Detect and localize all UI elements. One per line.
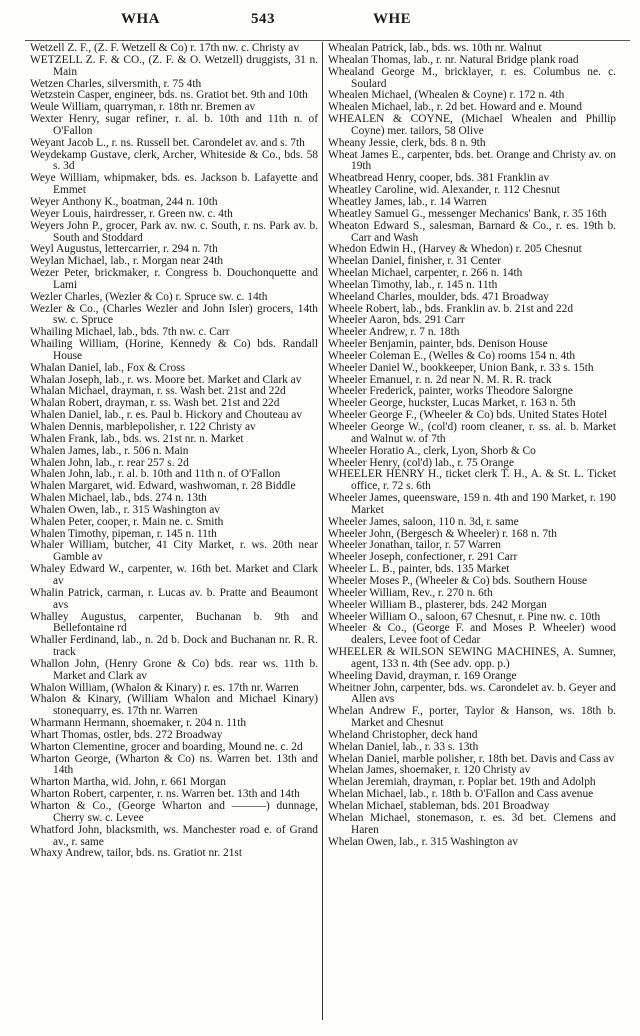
directory-entry [30,848,318,860]
entry-text: Weyl Augustus, lettercarrier, r. 294 n. 7th [30,243,218,256]
header-rule [25,40,630,41]
entry-text: Weylan Michael, lab., r. Morgan near 24th [30,255,224,268]
entry-text: Whalan Michael, drayman, r. ss. Wash bet. 21st and 22d [30,385,286,398]
entry-text: Wezer Peter, brickmaker, r. Congress b. Douchonquette and Lami [30,267,321,291]
entry-text: Whealan Thomas, lab., r. nr. Natural Bridge plank road [328,53,579,66]
entry-text: Weyer Louis, hairdresser, r. Green nw. c. 4th [30,207,233,220]
entry-text: Wheatley Samuel G., messenger Mechanics' Bank, r. 35 16th [328,207,607,220]
entry-text: Whatford John, blacksmith, ws. Manchester road e. of Grand av., r. same [30,823,321,848]
entry-text: Whalen Dennis, marblepolisher, r. 122 Christy av [30,421,256,433]
entry-text: Wheelan Michael, carpenter, r. 266 n. 14th [328,267,523,280]
entry-text: Whelan Owen, lab., r. 315 Washington av [328,835,518,848]
entry-text: Wheat James E., carpenter, bds. bet. Orange and Christy av. on 19th [328,148,619,173]
directory-entry [328,622,619,647]
entry-text: Whelan Daniel, marble polisher, r. 18th bet. Davis and Cass av [328,752,615,765]
directory-entry [30,148,321,174]
entry-text: Whalen John, lab., r. rear 257 s. 2d [30,456,189,469]
entry-text: Whelan Michael, lab., r. 18th b. O'Fallon and Cass avenue [328,788,594,801]
entry-text: Weyant Jacob L., r. ns. Russell bet. Carondelet av. and s. 7th [30,136,305,149]
directory-entry [30,172,321,197]
entry-text: Wheland Christopher, deck hand [328,728,478,741]
directory-entry [328,646,619,671]
entry-text: Weyer Anthony K., boatman, 244 n. 10th [30,195,218,208]
entry-text: Whealand George M., bricklayer, r. es. Columbus ne. c. Soulard [328,65,619,90]
entry-text: Wharton George, (Wharton & Co) ns. Warren bet. 13th and 14th [30,752,321,777]
directory-entry [328,705,619,730]
directory-entry [30,634,321,659]
directory-entry [328,492,619,517]
entry-text: Wheeler & Co., (George F. and Moses P. Wheeler) wood dealers, Levee foot of Cedar [328,622,619,647]
entry-text: Whaxy Andrew, tailor, bds. ns. Gratiot nr. 21st [30,847,243,860]
directory-entry [30,586,321,612]
directory-entry [328,421,619,446]
entry-text: Whailing William, (Horine, Kennedy & Co) bds. Randall House [30,338,321,362]
entry-text: Weye William, whipmaker, bds. es. Jackson b. Lafayette and Emmet [30,172,321,197]
entry-text: Weule William, quarryman, r. 18th nr. Bremen av [30,101,256,114]
entry-text: Wheelan Daniel, finisher, r. 31 Center [328,255,501,268]
entry-text: Whealan Patrick, lab., bds. ws. 10th nr. Walnut [328,42,542,54]
entry-text: Whealen Michael, lab., r. 2d bet. Howard and e. Mound [328,101,582,114]
entry-text: WHEALEN & COYNE, (Michael Whealen and Phillip Coyne) mer. tailors, 58 Olive [328,113,619,137]
entry-text: Weyers John P., grocer, Park av. nw. c. South, r. ns. Park av. b. South and Stoddard [30,219,321,244]
directory-entry [30,563,321,588]
directory-entry [328,681,619,707]
entry-text: Whalen Daniel, lab., r. es. Paul b. Hickory and Chouteau av [30,409,303,422]
entry-text: Wheeler Benjamin, painter, bds. Denison House [328,338,548,351]
entry-text: Wheeler Jonathan, tailor, r. 57 Warren [328,539,502,552]
entry-text: Wheeler Daniel W., bookkeeper, Union Bank, r. 33 s. 15th [328,361,594,374]
entry-text: Whalen Peter, cooper, r. Main ne. c. Smith [30,515,224,528]
entry-text: Whalen John, lab., r. al. b. 10th and 11th n. of O'Fallon [30,468,281,481]
entry-text: Whalen Timothy, pipeman, r. 145 n. 11th [30,527,217,540]
entry-text: Wetzell Z. F., (Z. F. Wetzell & Co) r. 17th nw. c. Christy av [30,42,300,54]
directory-entry [328,65,619,91]
directory-entry [30,219,321,245]
entry-text: Whallon John, (Henry Grone & Co) bds. rear ws. 11th b. Market and Clark av [30,657,321,682]
entry-text: Wheatley James, lab., r. 14 Warren [328,195,487,208]
header-right-guide: WHE [373,11,412,27]
entry-text: Whalen Margaret, wid. Edward, washwoman, r. 28 Biddle [30,480,296,493]
entry-text: Wheatbread Henry, cooper, bds. 381 Franklin av [328,172,550,185]
entry-text: Whalley Augustus, carpenter, Buchanan b. 9th and Bellefontaine rd [30,610,321,635]
right-column [328,42,619,848]
entry-text: Wheeler William O., saloon, 67 Chesnut, r. Pine nw. c. 10th [328,610,601,623]
page-number: 543 [251,11,275,27]
entry-text: Whelan Jeremiah, drayman, r. Poplar bet. 19th and Adolph [328,776,596,789]
entry-text: WHEELER & WILSON SEWING MACHINES, A. Sumner, agent, 133 n. 4th (See adv. opp. p.) [328,646,619,670]
entry-text: Wheeler Moses P., (Wheeler & Co) bds. Southern House [328,574,588,587]
entry-text: Wezler Charles, (Wezler & Co) r. Spruce sw. c. 14th [30,290,268,303]
entry-text: Wheeler James, saloon, 110 n. 3d, r. same [328,515,519,528]
entry-text: Whalon William, (Whalon & Kinary) r. es. 17th nr. Warren [30,681,299,694]
entry-text: Wheeling David, drayman, r. 169 Orange [328,669,517,682]
entry-text: Wheeler George, huckster, Lucas Market, r. 163 n. 5th [328,397,576,410]
entry-text: Wharton Robert, carpenter, r. ns. Warren bet. 13th and 14th [30,788,300,801]
directory-entry [328,468,619,493]
entry-text: Whalan Robert, drayman, r. ss. Wash bet. 21st and 22d [30,397,280,410]
entry-text: Wheeler Frederick, painter, works Theodore Salorgne [328,385,573,398]
directory-entry [30,610,321,636]
directory-entry [30,539,321,564]
entry-text: Whaller Ferdinand, lab., n. 2d b. Dock and Buchanan nr. R. R. track [30,634,321,659]
directory-entry [30,823,321,849]
entry-text: Wharton & Co., (George Wharton and ———) dunnage, Cherry sw. c. Levee [30,800,321,824]
entry-text: Whelan James, shoemaker, r. 120 Christy av [328,764,531,777]
entry-text: Whelan Andrew F., porter, Taylor & Hanson, ws. 18th b. Market and Chesnut [328,705,619,730]
column-divider [322,42,323,1020]
entry-text: WHEELER HENRY H., ticket clerk T. H., A. & St. L. Ticket office, r. 72 s. 6th [328,468,619,493]
entry-text: Wheeler Horatio A., clerk, Lyon, Shorb & Co [328,444,536,457]
entry-text: Weydekamp Gustave, clerk, Archer, Whiteside & Co., bds. 58 s. 3d [30,148,321,173]
entry-text: Wheeler L. B., painter, bds. 135 Market [328,563,510,576]
directory-entry [328,811,619,837]
entry-text: Wharton Martha, wid. John, r. 661 Morgan [30,776,226,789]
entry-text: Wexter Henry, sugar refiner, r. al. b. 10th and 11th n. of O'Fallon [30,113,321,137]
entry-text: Whelan Michael, stonemason, r. es. 3d bet. Clemens and Haren [328,811,619,836]
entry-text: Wheeler Aaron, bds. 291 Carr [328,314,465,327]
entry-text: Wheeler William B., plasterer, bds. 242 Morgan [328,598,547,611]
entry-text: Wheeler Andrew, r. 7 n. 18th [328,326,460,339]
directory-entry [30,267,321,292]
entry-text: Wezler & Co., (Charles Wezler and John Isler) grocers, 14th sw. c. Spruce [30,302,321,327]
entry-text: Wharmann Hermann, shoemaker, r. 204 n. 11th [30,717,247,730]
entry-text: Whaler William, butcher, 41 City Market, r. ws. 20th near Gamble av [30,539,321,564]
entry-text: Wheeler George W., (col'd) room cleaner, r. ss. al. b. Market and Walnut w. of 7th [328,421,619,445]
entry-text: Whalan Joseph, lab., r. ws. Moore bet. Market and Clark av [30,373,302,386]
directory-entry [30,693,321,718]
entry-text: Wheele Robert, lab., bds. Franklin av. b. 21st and 22d [328,302,574,315]
entry-text: Wheatley Caroline, wid. Alexander, r. 112 Chesnut [328,184,560,197]
entry-text: Whaley Edward W., carpenter, w. 16th bet. Market and Clark av [30,563,321,587]
entry-text: Wheeler William, Rev., r. 270 n. 6th [328,586,493,599]
directory-entry [30,800,321,825]
directory-entry [30,302,321,328]
entry-text: Wetzen Charles, silversmith, r. 75 4th [30,77,202,90]
entry-text: Wheeler Coleman E., (Welles & Co) rooms 154 n. 4th [328,349,576,362]
entry-text: Whalen Owen, lab., r. 315 Washington av [30,503,220,516]
directory-entry [328,837,616,849]
directory-entry [30,113,321,138]
header-left-guide: WHA [121,11,160,27]
entry-text: Wharton Clementine, grocer and boarding, Mound ne. c. 2d [30,740,303,753]
entry-text: Wheeler John, (Bergesch & Wheeler) r. 168 n. 7th [328,527,557,540]
entry-text: Whedon Edwin H., (Harvey & Whedon) r. 205 Chesnut [328,243,582,256]
entry-text: Wheeland Charles, moulder, bds. 471 Broadway [328,290,549,303]
left-column [30,42,321,860]
entry-text: Whalon & Kinary, (William Whalon and Michael Kinary) stonequarry, es. 17th nr. Warren [30,693,321,718]
entry-text: Whalin Patrick, carman, r. Lucas av. b. Pratte and Beaumont avs [30,586,321,611]
entry-text: Wheelan Timothy, lab., r. 145 n. 11th [328,278,498,291]
entry-text: Whelan Michael, stableman, bds. 201 Broadway [328,800,550,812]
entry-text: Wheany Jessie, clerk, bds. 8 n. 9th [328,136,486,149]
directory-entry [30,53,321,79]
entry-text: Wetzstein Casper, engineer, bds. ns. Gratiot bet. 9th and 10th [30,89,308,102]
entry-text: Wheeler Emanuel, r. n. 2d near N. M. R. R. track [328,373,552,386]
entry-text: WETZELL Z. F. & CO., (Z. F. & O. Wetzell) druggists, 31 n. Main [30,53,321,78]
directory-entry [30,752,321,778]
entry-text: Whalan Daniel, lab., Fox & Cross [30,361,186,374]
entry-text: Wheitner John, carpenter, bds. ws. Carondelet av. b. Geyer and Allen avs [328,681,619,706]
entry-text: Whalen James, lab., r. 506 n. Main [30,444,189,457]
entry-text: Wheeler George F., (Wheeler & Co) bds. United States Hotel [328,409,608,422]
entry-text: Wheaton Edward S., salesman, Barnard & Co., r. es. 19th b. Carr and Wash [328,219,619,244]
directory-entry [30,338,321,363]
entry-text: Whart Thomas, ostler, bds. 272 Broadway [30,728,223,741]
entry-text: Wheeler Joseph, confectioner, r. 291 Carr [328,551,518,564]
entry-text: Wheeler James, queensware, 159 n. 4th and 190 Market, r. 190 Market [328,492,619,516]
entry-text: Whalen Michael, lab., bds. 274 n. 13th [30,492,207,505]
entry-text: Whelan Daniel, lab., r. 33 s. 13th [328,740,479,753]
directory-entry [328,219,619,245]
entry-text: Whalen Frank, lab., bds. ws. 21st nr. n. Market [30,432,244,445]
directory-entry [30,657,321,683]
directory-entry [328,113,619,138]
entry-text: Whailing Michael, lab., bds. 7th nw. c. Carr [30,326,230,339]
entry-text: Whealen Michael, (Whealen & Coyne) r. 172 n. 4th [328,89,565,102]
directory-entry [328,148,619,174]
entry-text: Wheeler Henry, (col'd) lab., r. 75 Orange [328,456,515,469]
